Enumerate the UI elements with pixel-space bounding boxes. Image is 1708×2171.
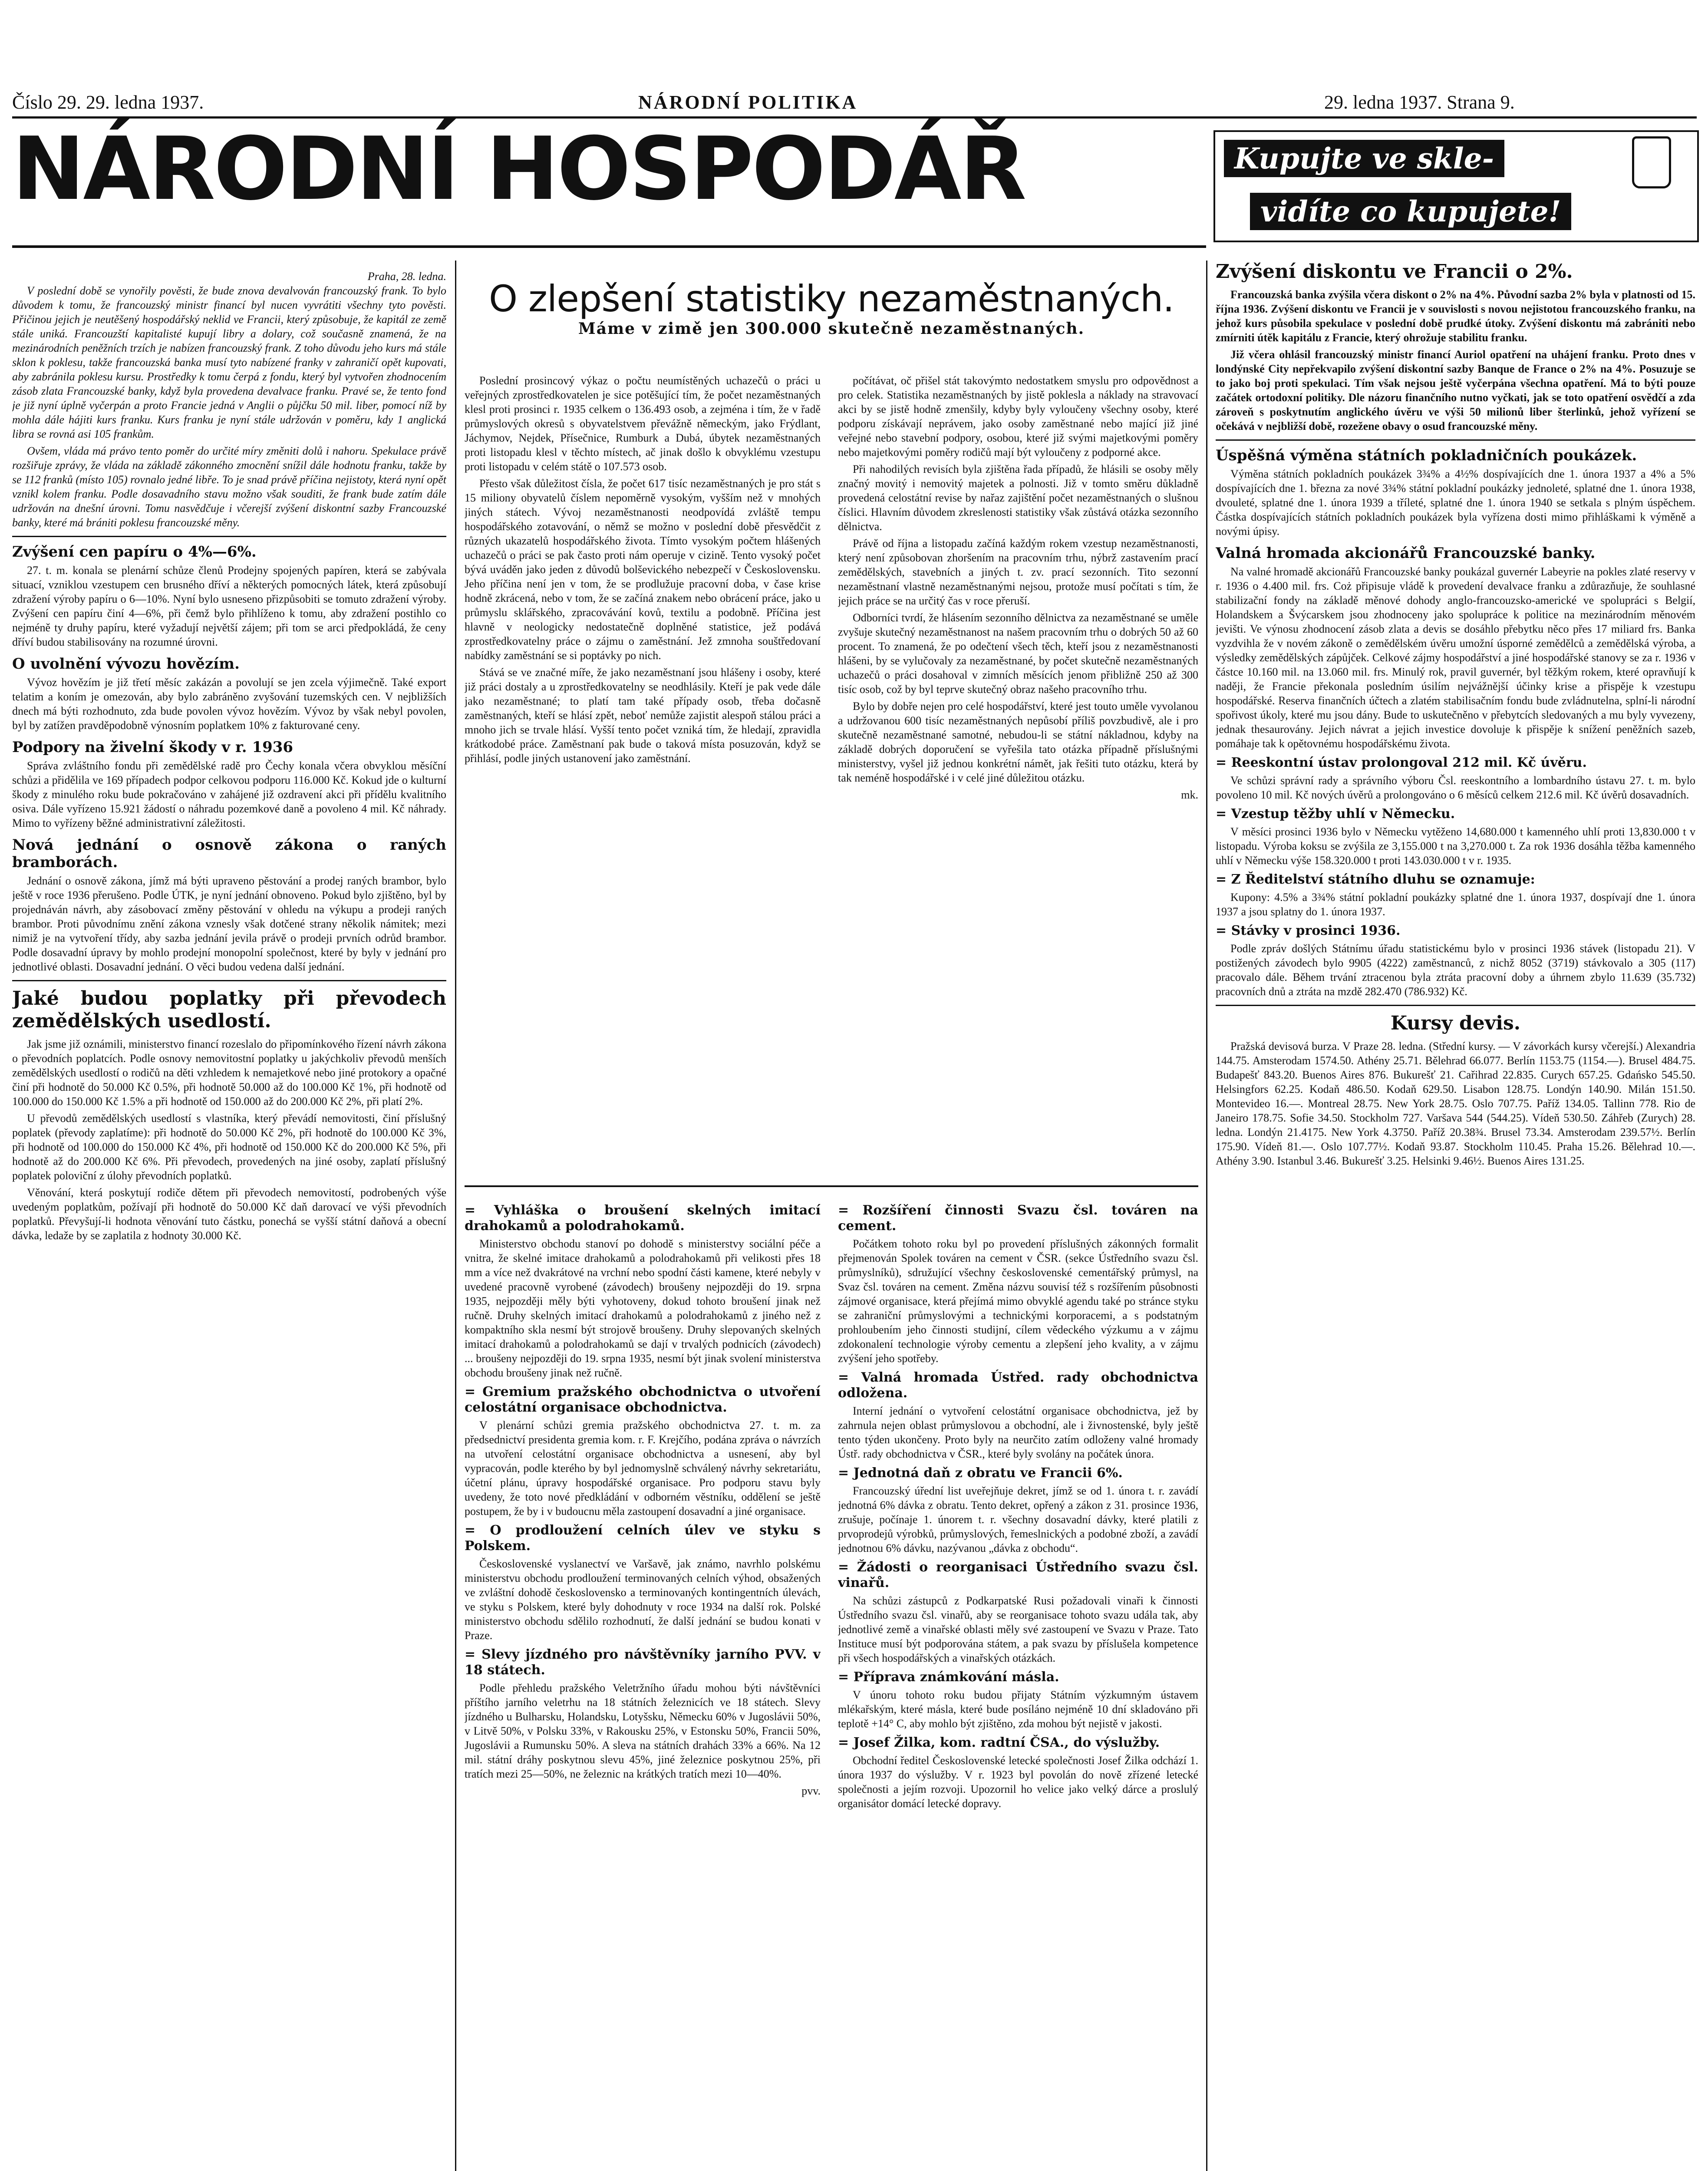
main-article-title: O zlepšení statistiky nezaměstnaných. bbox=[489, 277, 1174, 320]
jar-icon bbox=[1632, 136, 1671, 188]
news-col-b bbox=[838, 1198, 1198, 2171]
news-title: = Příprava známkování másla. bbox=[838, 1669, 1059, 1685]
article-body: Jak jsme již oznámili, ministerstvo financí rozeslalo do připomínkového řízení návrh zákona o převodních poplatcích. Podle osnovy nemovitostní poplatky u jakýchkoliv převodů menších zemědělských usedlostí o rodičů na děti vzhledem k nemajetkové nebo jiné protokory a opačné činí při hodnotě do 50.000 Kč 0.5%, při hodnotě 50.000 až do 100.000 Kč 1%, při hodnotě od 100.000 do 150.000 Kč 1.5% a při hodnotě od 150.000 až do 200.000 Kč 2%, při platí 2%. bbox=[12, 1038, 446, 1108]
article-body: Bylo by dobře nejen pro celé hospodářství, které jest touto uměle vyvolanou a udržovanou 600 tisíc nezaměstnaných nepůsobí příliš povzbudivě, ale i pro skutečně nezaměstnané samotné, nebudou-li se státní nákladnou, kdyby na základě dobrých doporučení se vyřešila tato otázka případně příslušnými ministerstvy, vyšel již jednou konkrétní námět, jak řešiti tuto otázku, která by tak neméně hospodářské i v celé jiné důležitou otázku. bbox=[838, 700, 1198, 784]
news-title: = Valná hromada Ústřed. rady obchodnictva odložena. bbox=[838, 1370, 1198, 1401]
news-title: = Z Ředitelství státního dluhu se oznamuje: bbox=[1216, 872, 1535, 887]
news-col-a bbox=[465, 1198, 821, 2171]
news-body: Francouzský úřední list uveřejňuje dekret, jímž se od 1. února t. r. zavádí jednotná 6% dávka z obratu. Tento dekret, opřený a zákon z 31. prosince 1936, zrušuje, počínaje 1. únorem t. r. všechny dosavadní dávky, které platili z prvoprodejů výrobků, průmyslových, řemeslnických a podobné zboží, a zavádí jednotnou 6% dávku, nazývanou „dávka z obchodu“. bbox=[838, 1485, 1198, 1554]
news-title: = Josef Žilka, kom. radtní ČSA., do výslužby. bbox=[838, 1735, 1160, 1750]
news-title: = Stávky v prosinci 1936. bbox=[1216, 923, 1401, 938]
column-rule bbox=[455, 261, 456, 2171]
main-article-subtitle: Máme v zimě jen 300.000 skutečně nezaměstnaných. bbox=[578, 320, 1085, 338]
ad-line-1: Kupujte ve skle- bbox=[1224, 140, 1504, 177]
article-title: Podpory na živelní škody v r. 1936 bbox=[12, 739, 293, 756]
news-title: = Gremium pražského obchodnictva o utvoření celostátní organisace obchodnictva. bbox=[465, 1384, 821, 1415]
column-1 bbox=[12, 269, 446, 2171]
dateline: Praha, 28. ledna. bbox=[367, 270, 446, 283]
news-title: = Vzestup těžby uhlí v Německu. bbox=[1216, 806, 1455, 822]
divider bbox=[12, 980, 446, 981]
section-title: Kursy devis. bbox=[1390, 1012, 1521, 1034]
article-body: Správa zvláštního fondu při zemědělské radě pro Čechy konala včera obvyklou měsíční schůzi a přidělila ve 169 případech podpor celkovou podporu 116.000 Kč. Kokud jde o kulturní škody z minulého roku bude pokračováno v zahájené již ozdravení akci při přídělu kvalitního osiva. Dále vyřízeno 15.921 žádostí o náhradu pozemkové daně a povoleno 4 mil. Kč náhrady. Mimo to vyřízeny běžné administrativní záležitosti. bbox=[12, 759, 446, 829]
divider bbox=[465, 1185, 1198, 1187]
section-masthead: NÁRODNÍ HOSPODÁŘ bbox=[12, 119, 1025, 220]
news-body: Ve schůzi správní rady a správního výboru Čsl. reeskontního a lombardního ústavu 27. t. m. bylo povoleno 10 mil. Kč nových úvěrů a prolongováno o 6 měsíců celkem 212.6 mil. Kč úvěrů dosavadních. bbox=[1216, 774, 1695, 801]
news-body: Podle zpráv došlých Státnímu úřadu statistickému bylo v prosinci 1936 stávek (listopadu 21). V postižených závodech bylo 9905 (4222) zaměstnanců, z nichž 8052 (3719) stávkovalo a 305 (117) pracovalo dále. Během trvání ztracenou byla ztráta pracovní doby a úhrnem zbylo 11.639 (35.732) pracovních dnů a ztráta na mzdě 282.470 (786.932) Kč. bbox=[1216, 942, 1695, 998]
main-article-col-a bbox=[465, 373, 821, 1181]
article-title: Zvýšení diskontu ve Francii o 2%. bbox=[1216, 261, 1573, 283]
article-body: Výměna státních pokladních poukázek 3¾% a 4½% dospívajících dne 1. února 1937 a 4% a 5% dospívajících dne 1. března za nové 3¾% státní pokladní poukázky jednoleté, splatné dne 1. února 1938, dvouleté, splatné dne 1. února 1939 a tříleté, splatné dne 1. února 1940 se setkala s plným úspěchem. Částka dospívajících státních pokladních poukázek byla vyřízena dosti mimo přihláškami k výměně a novými úpisy. bbox=[1216, 468, 1695, 538]
article-title: Nová jednání o osnově zákona o raných bramborách. bbox=[12, 836, 446, 871]
news-body: V plenární schůzi gremia pražského obchodnictva 27. t. m. za předsednictví presidenta gremia kom. r. F. Krejčího, podána zpráva o návrzích na utvoření celostátní organisace obchodnictva a usnesení, aby byl vypracován, podle kterého by byl jednomyslně schválený návrhy sekretariátu, účetní plánu, úpravy hospodářské organisace. Pro podporu stavu byly uvedeny, že toto nové předkládání v odborném věstníku, oddělení se ještě postupem, že by i v budoucnu měla zastoupení dosavadní a jiné organisace. bbox=[465, 1419, 821, 1518]
article-body: Při nahodilých revisích byla zjištěna řada případů, že hlásili se osoby měly značný movitý i nemovitý majetek a polnosti. Již v tomto směru důkladně provedená celostátní revise by nařaz zajištění počet nezaměstnaných o slušnou číslici. Hlavním důvodem zkreslenosti statistiky však zůstává otázka sezonního dělnictva. bbox=[838, 463, 1198, 533]
article-title: Úspěšná výměna státních pokladničních poukázek. bbox=[1216, 447, 1637, 464]
news-body: V měsíci prosinci 1936 bylo v Německu vytěženo 14,680.000 t kamenného uhlí proti 13,830.000 t v listopadu. Výroba koksu se zvýšila ze 3,155.000 t na 3,270.000 t. Za rok 1936 dosáhla těžba kamenného uhlí v Německu výše 158.320.000 t proti 143.030.000 t v r. 1935. bbox=[1216, 825, 1695, 867]
ad-line-2: vidíte co kupujete! bbox=[1250, 193, 1571, 230]
article-body: Stává se ve značné míře, že jako nezaměstnaní jsou hlášeny i osoby, které již práci dostaly a u zprostředkovatelny se neodhlásily. Kteří je pak vede dále jako nezaměstnané; to platí tam také případy osob, třeba dočasně zaměstnaných, kteří se hlásí zpět, neboť nemůže zajistit alespoň stálou práci a mnoho jich se trvale hlásí. Vyšší tento počet vzniká tím, že hledají, zpravidla krátkodobé práce. Zaměstnaní pak bude o taková místa posuzován, když se přihlásí, podle jiných ustanovení jako zaměstnání. bbox=[465, 666, 821, 765]
lead-paragraph: V poslední době se vynořily pověsti, že bude znova devalvován francouzský frank. To bylo důvodem k tomu, že francouzský ministr financí byl nucen vyvrátiti všechny tyto pověsti. Přičinou jejich je neutěšený hospodářský neklid ve Francii, který způsobuje, že kapitál ze země stále uniká. Francouzští kapitalisté kupují libry a dolary, což současně znamená, že na mezinárodních peněžních trzích je nabízen francouzský frank. Z toho důvodu jeho kurs má stále sklon k poklesu, takže francouzská banka musí tyto nabízené franky v zahraničí opět kupovati, aby zabránila poklesu kursu. Prostředky k tomu čerpá z fondu, který byl vytvořen zhodnocením zásob zlata Francouzské banky, když byla provedena devalvace franku. Pravé se, že tento fond je již nyní úplně vyčerpán a proto Francie jedná v Anglii o půjčku 50 mil. liber, pomocí níž by mohla dále hájiti kurs franku. Kurs franku je nyní stále udržován v poměru, kdy 1 anglická libra se rovná asi 105 frankům. bbox=[12, 284, 446, 440]
article-body: U převodů zemědělských usedlostí s vlastníka, který převádí nemovitosti, činí příslušný poplatek (převody zaplatíme): při hodnotě do 50.000 Kč 2%, při hodnotě do 100.000 Kč 3%, při hodnotě od 100.000 do 150.000 Kč 4%, při hodnotě od 150.000 Kč do 200.000 Kč 5%, při hodnotě až do 200.000 Kč 6%. Při převodech, provedených na jiné osoby, zaplatí příslušný poplatek poloviční z úlohy převodních poplatků. bbox=[12, 1112, 446, 1182]
article-body: Již včera ohlásil francouzský ministr financí Auriol opatření na uhájení franku. Proto dnes v londýnské City nepřekvapilo zvýšení diskontní sazby Banque de France o 2% na 4%. Posuzuje se to jako boj proti spekulaci. Tím však nejsou ještě vyčerpána všechna opatření. Má to býti pouze začátek ortodoxní politiky. Dle názoru finančního nutno vyčkati, jak se toto opatření osvědčí a zda zároveň s poskytnutím anglického úvěru ve výši 50 milionů liber šterlinků, jehož vyřízení se očekává v nejbližší době, rozežene obavy o osud francouzské měny. bbox=[1216, 348, 1695, 432]
advertisement bbox=[1213, 130, 1699, 242]
news-body: Kupony: 4.5% a 3¾% státní pokladní poukázky splatné dne 1. února 1937, dospívají dne 1. února 1937 a jsou splatny do 1. února 1937. bbox=[1216, 891, 1695, 918]
news-body: Počátkem tohoto roku byl po provedení příslušných zákonných formalit přejmenován Spolek továren na cement v ČSR. (sekce Ústředního svazu čsl. průmyslníků), sdružující všechny československé cementářský průmysl, na Svaz čsl. továren na cement. Změna názvu souvisí též s rozšířením působnosti zájmové organisace, která přejímá mimo obvyklé agendu také po stránce styku se zahraniční průmyslovými a technickými korporacemi, a s podstatným prohloubením jeho činnosti studijní, cílem vědeckého výzkumu a v zájmu zdokonalení technologie výroby cementu a zlepšení jeho kvality, a v zájmu zvýšení jeho spotřeby. bbox=[838, 1237, 1198, 1365]
news-title: = Rozšíření činnosti Svazu čsl. továren na cement. bbox=[838, 1203, 1198, 1234]
news-body: Ministerstvo obchodu stanoví po dohodě s ministerstvy sociální péče a vnitra, že skelné imitace drahokamů a polodrahokamů při velikosti přes 18 mm a více než dvakrátové na vrchní nebo spodní části kamene, které nebyly v uvedené pracovně vyrobené (závodech) broušeny nejpozději do 19. srpna 1935, nejpozději měly býti vyhotoveny, dokud tohoto broušení jinak než ručně. Druhy skelných imitací drahokamů a polodrahokamů z jiného než z kompaktního skla nesmí být strojově broušeny. Druhy slepovaných skelných imitací drahokamů a polodrahokamů se dají v trvalých podnicích (závodech) ... broušeny nejpozději do 19. srpna 1935, nesmí být jinak svolení ministerstva obchodu broušeny jinak než ručně. bbox=[465, 1237, 821, 1379]
masthead-rule bbox=[12, 245, 1206, 248]
divider bbox=[1216, 1005, 1695, 1006]
article-body: Na valné hromadě akcionářů Francouzské banky poukázal guvernér Labeyrie na pokles zlaté reservy v r. 1936 o 4.400 mil. frs. Coż připisuje vládě k provedení devalvace franku a zdůrazňuje, že souhlasné stabilizační fondy na základě měnové dohody anglo-francouzsko-americké ve spolupráci s Belgií, Holandskem a Švýcarskem jsou zhodnoceny jako spolupráce k politice na mezinárodním měnovém jevišti. Ve výnosu zhodnocení zásob zlata a devis se dosáhlo přebytku něco přes 17 miliard frs. Banka vyzdvihla že v novém zákoně o zemědělském úvěru umožní úsporné zemědělců a zemědělská výroba, a výsledky zemědělských zápůjček. Celkové zájmy hospodářství a jiné hospodářské stanovy se za r. 1936 v částce 10.160 mil. na 13.060 mil. frs. Minulý rok, pravil guvernér, byl těžkým rokem, které opravňují k naději, že Francie překonala posledním úsilím nejvážnější účinky krise a přispěje k vzestupu hospodářské. Reserva finančních účtech a zlatém stabilisačním fondu bude zvládnutelna, splní-li národní spořivost úkoly, které mu jsou dány. Bude to uskutečněno v přebytcích sledovaných a mu byly vyvezeny, jednak thesaurovány. Jejich návrat a jejich investice dovoluje k přispěje k snížení peněžních sazeb, pomáhaje tak k opětovnému hospodářskému života. bbox=[1216, 565, 1695, 750]
exchange-rates: Pražská devisová burza. V Praze 28. ledna. (Střední kursy. — V závorkách kursy včerejší.) Alexandria 144.75. Amsterodam 1574.50. Athény 25.71. Bělehrad 66.077. Berlín 1153.75 (1154.—). Brusel 484.75. Budapešť 843.20. Buenos Aires 876. Bukurešť 21. Cařihrad 22.835. Curych 657.25. Gdańsko 545.50. Helsingfors 62.25. Kodaň 486.50. Kodaň 629.50. Lisabon 128.75. Londýn 140.90. Milán 151.50. Montevideo 16.—. Montreal 28.75. New York 28.75. Oslo 707.75. Paříž 134.05. Tallinn 778. Rio de Janeiro 178.75. Sofie 34.50. Stockholm 727. Varšava 544 (544.25). Vídeň 530.50. Záhřeb (Zurych) 28. ledna. Londýn 21.4175. New York 4.3750. Paříž 20.38¾. Brusel 73.34. Amsterodam 239.57½. Berlín 175.90. Vídeň 81.—. Oslo 107.77½. Kodaň 93.87. Stockholm 110.45. Praha 15.26. Bělehrad 10.—. Athény 3.90. Istanbul 3.46. Bukurešť 3.25. Helsinki 9.46½. Buenos Aires 131.25. bbox=[1216, 1040, 1695, 1167]
article-body: Odborníci tvrdí, že hlásením sezonního dělnictva za nezaměstnané se uměle zvyšuje skutečný nezaměstnanost na našem pracovním trhu o dobrých 50 až 60 procent. To znamená, že po odečtení všech těch, kteří jsou z nezaměstnanosti hlášeni, by se vylučovaly za nezaměstnané, by počet skutečně nezaměstnaných uchazečů o práci dosahoval v zimních měsících jenom přibližně 250 až 300 tisíc osob, což by byl teprve skutečný obraz našeho pracovního trhu. bbox=[838, 611, 1198, 696]
article-body: Věnování, která poskytují rodiče dětem při převodech nemovitostí, podrobených výše uvedeným poplatkům, požívají při hodnotě do 50.000 Kč daň darovací ve výši převodních poplatků. Převyšují-li hodnota věnování tuto částku, ponechá se vyšší státní daňová a obecní dávka, ledaže by se zaplatila z hodnoty 30.000 Kč. bbox=[12, 1186, 446, 1242]
article-body: 27. t. m. konala se plenární schůze členů Prodejny spojených papíren, která se zabývala situací, vzniklou vzestupem cen brusného dříví a některých pomocných látek, která způsobují zdražení výroby papíru o 6—10%. Nyní bylo usneseno přizpůsobiti se tomuto zdražení výroby. Zvýšení cen papíru činí 4—6%, při čemž bylo přihlíženo k tomu, aby zdražení postihlo co nejméně ty druhy papíru, které vyžadují největší zájem; při tom se arci předpokládá, že ceny dříví budou stabilisovány na rozumné úrovni. bbox=[12, 564, 446, 648]
news-body: Obchodní ředitel Československé letecké společnosti Josef Žilka odchází 1. února 1937 do výslužby. V r. 1923 byl povolán do nově zřízené letecké společnosti a jejím rozvoji. Upozornil ho velice jako velký dárce a proslulý organisátor domácí letecké dopravy. bbox=[838, 1754, 1198, 1810]
article-body: Jednání o osnově zákona, jímž má býti upraveno pěstování a prodej raných brambor, bylo ještě v roce 1936 přerušeno. Podle ÚTK, je nyní jednání obnoveno. Pokud bylo zjištěno, byl by projednáván návrh, aby zásobovací změny pěstování v ohledu na výkupu a prodeji raných brambor. Proti původnímu znění zákona vznesly však dotčené strany několik námitek; mezi nimiž je na vytvoření třídy, aby sazba jednání jevila právě o prodeji prvních odrůd brambor. Podle dosavadní úpravy by mohlo prodejní monopolní společnost, které by byly v jednání pro jednotlivé oblasti. Dosavadní jednání. O věci budou vedena další jednání. bbox=[12, 874, 446, 973]
article-body: Poslední prosincový výkaz o počtu neumístěných uchazečů o práci u veřejných zprostředkovatelen je sice potěšující tím, že počet nezaměstnaných klesl proti prosinci r. 1935 celkem o 136.493 osob, a zejména i tím, že v řadě průmyslových okresů s obyvatelstvem převážně německým, jako Frýdlant, Jáchymov, Nejdek, Přísečnice, Rumburk a Dubá, úbytek nezaměstnaných proti listopadu klesl v těchto místech, ač jinak došlo k obvyklému vzestupu proti listopadu v celém státě o 107.573 osob. bbox=[465, 374, 821, 473]
article-body: Francouzská banka zvýšila včera diskont o 2% na 4%. Původní sazba 2% byla v platnosti od 15. října 1936. Zvýšení diskontu ve Francii je v souvislosti s novou nejistotou francouzského franku, na jehož kurs působila spekulace v poslední době prudké útoky. Zvýšení diskontu má zabrániti nebo zmírniti útěk kapitálu z Francie, který ohrožuje stabilitu franku. bbox=[1216, 288, 1695, 344]
article-title: Jaké budou poplatky při převodech zemědělských usedlostí. bbox=[12, 987, 446, 1032]
page-number: 29. ledna 1937. Strana 9. bbox=[1324, 92, 1515, 113]
newspaper-name: NÁRODNÍ POLITIKA bbox=[638, 92, 858, 113]
news-title: = O prodloužení celních úlev ve styku s Polskem. bbox=[465, 1523, 821, 1554]
news-body: V únoru tohoto roku budou přijaty Státním výzkumným ústavem mlékařským, které másla, které bude posíláno nejméně 10 dní skladováno při teplotě +14° C, aby mohlo být zjištěno, zda mohou být nejistě v jakosti. bbox=[838, 1689, 1198, 1730]
author-signature: pvv. bbox=[801, 1785, 821, 1797]
article-body: Právě od října a listopadu začíná každým rokem vzestup nezaměstnanosti, který není způsobovan zhoršením na pracovním trhu, nýbrž zastavením prací zemědělských, stavebních a jiných t. zv. prací sezonních. Tito sezonní nezaměstnaní vlastně nezaměstnanými nejsou, protože musí počítati s tím, že jejich práce se na určitý čas v roce přeruší. bbox=[838, 537, 1198, 607]
article-body: Vývoz hovězím je již třetí měsíc zakázán a povolují se jen zcela výjimečně. Také export telatim a koním je omezován, aby bylo zabráněno zvyšování tuzemských cen. V nejbližších dnech má býti rozhodnuto, zda bude povolen vývoz hovězím. Vývoz by však nebyl povolen, byl by zatížen pravděpodobně výnosním poplatkem 10% z fakturované ceny. bbox=[12, 676, 446, 732]
article-body: počítávat, oč přišel stát takovýmto nedostatkem smyslu pro odpovědnost a pro celek. Statistika nezaměstnaných by jistě poklesla a náklady na stravovací akci by se jistě hodně zmenšily, kdyby byly vyloučeny všechny osoby, které podporu získávají neprávem, jako osoby zaměstnané nebo mající již jiné veřejné nebo stavební podpory, osobou, které již svými majetkovými poměry nebo majetkovými poměry rodičů mají být vyloučeny z podporné akce. bbox=[838, 374, 1198, 459]
divider bbox=[1216, 439, 1695, 441]
news-title: = Reeskontní ústav prolongoval 212 mil. Kč úvěru. bbox=[1216, 755, 1587, 770]
article-body: Přesto však důležitost čísla, že počet 617 tisíc nezaměstnaných je pro stát s 15 miliony obyvatelů číslem nepoměrně vysokým, vyšším než v mnohých jiných státech. Vývoj nezaměstnanosti neodpovídá zvláště tempu hospodářského zotavování, o němž se možno v poslední době přesvědčit z různých ukazatelů hospodářského života. Tímto vysokým počtem hlášených uchazečů o práci se pak často proti nám operuje v cizině. Tento vysoký počet bývá uváděn jako jeden z důvodů bolševického nebezpečí v Československu. Jeho příčina není jen v tom, že se prodlužuje pracovní doba, v čase krise hodně zkrácená, nebo v tom, že se začíná znakem nebo obrácení práce, jako u průmyslu sklářského, zpracovávání kovů, textilu a podobně. Příčina jest hlavně v neologicky nedostatečně doplněné statistice, jež podává zprostředkovatelny práce o zájmu o zaměstnání. Jež zmnoha souštředovaní nabídky zaměstnání se si poptávky po nich. bbox=[465, 477, 821, 662]
news-title: = Slevy jízdného pro návštěvníky jarního PVV. v 18 státech. bbox=[465, 1647, 821, 1678]
issue-info: Číslo 29. 29. ledna 1937. bbox=[12, 92, 204, 113]
news-body: Podle přehledu pražského Veletržního úřadu mohou býti návštěvníci příštího jarního veletrhu na 18 státních železnicích ve 18 státech. Slevy jízdného u Bulharsku, Holandsku, Lotyšsku, Německu 60% v Jugoslávii 50%, v Litvě 50%, v Polsku 33%, v Rakousku 25%, v Estonsku 50%, Francii 50%, Jugoslávii a Rumunsku 50%. A sleva na státních drahách 33% a 66%. Na 12 mil. státní dráhy poskytnou slevu 45%, jiné železnice poskytnou 25%, při tratích mezi 25—50%, ne železnic na krátkých tratích mezi 10—40%. bbox=[465, 1682, 821, 1780]
news-body: Československé vyslanectví ve Varšavě, jak známo, navrhlo polskému ministerstvu obchodu prodloužení terminovaných celních výhod, obsažených ve zvláštní dohodě československo a terminovaných kontingentních úlevách, ve styku s Polskem, které byly dohodnuty v roce 1934 na další rok. Polské ministerstvo obchodu sdělilo rozhodnutí, že další jednání se budou konati v Praze. bbox=[465, 1557, 821, 1642]
news-body: Interní jednání o vytvoření celostátní organisace obchodnictva, jež by zahrnula nejen oblast průmyslovou a obchodní, ale i živnostenské, byly ještě tento týden ukončeny. Proto byly na neurčito zatím odloženy valné hromady Ústř. rady obchodnictva v ČSR., které byly svolány na počátek února. bbox=[838, 1405, 1198, 1460]
news-title: = Žádosti o reorganisaci Ústředního svazu čsl. vinařů. bbox=[838, 1560, 1198, 1590]
column-3 bbox=[1216, 261, 1695, 2171]
article-title: Valná hromada akcionářů Francouzské banky. bbox=[1216, 544, 1596, 562]
author-signature: mk. bbox=[1181, 789, 1198, 801]
column-rule bbox=[1206, 261, 1207, 2171]
divider bbox=[12, 536, 446, 537]
article-title: O uvolnění vývozu hovězím. bbox=[12, 655, 240, 673]
article-title: Zvýšení cen papíru o 4%—6%. bbox=[12, 543, 257, 561]
main-article-header bbox=[465, 278, 1198, 338]
news-body: Na schůzi zástupců z Podkarpatské Rusi požadovali vinaři k činnosti Ústředního svazu čsl. vinařů, aby se reorganisace tohoto svazu udála tak, aby jednotlivé země a vinařské oblasti měly své zastoupení ve Svazu v Praze. Tato Instituce musí být podporována státem, a pak svazu by příslušela kompetence při všech hospodářských a vinařských otázkách. bbox=[838, 1594, 1198, 1664]
news-title: = Jednotná daň z obratu ve Francii 6%. bbox=[838, 1465, 1123, 1481]
lead-paragraph-2: Ovšem, vláda má právo tento poměr do určité míry změniti dolů i nahoru. Spekulace právě rozšiřuje zprávy, že vláda na základě zákonného zmocnění snížil dále hodnotu franku, takže by se 112 franků (místo 105) rovnalo jedné libře. To je snad právě příčina nejistoty, která nyní opět vznikl kolem franku. Podle dosavadního stavu možno však souditi, že frank bude zatím dále udržován na dnešní úrovni. Tomu nasvědčuje i včerejší zvýšení diskontní sazby Francouzské banky, které má brániti poklesu francouzské měny. bbox=[12, 445, 446, 529]
main-article-col-b bbox=[838, 373, 1198, 1181]
news-title: = Vyhláška o broušení skelných imitací drahokamů a polodrahokamů. bbox=[465, 1203, 821, 1234]
